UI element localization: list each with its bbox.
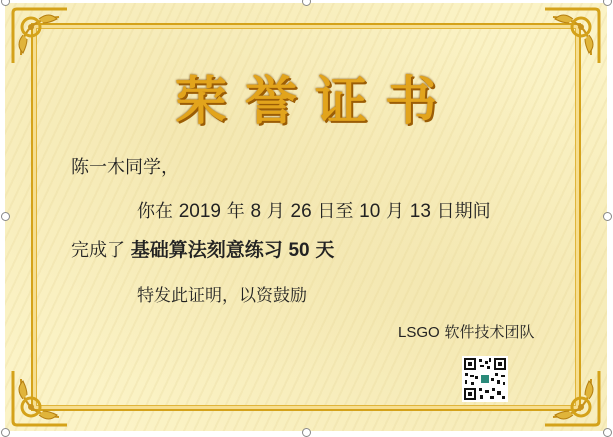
day-unit: 日至 — [317, 201, 354, 222]
certificate — [5, 3, 607, 431]
resize-handle-bottom-center[interactable] — [302, 428, 311, 437]
days-unit: 天 — [315, 239, 335, 261]
end-day: 13 — [409, 201, 431, 222]
team-latin: LSGO — [398, 324, 440, 341]
certificate-title: 荣誉证书 — [174, 71, 455, 132]
corner-ornament-top-left — [9, 5, 71, 67]
resize-handle-middle-left[interactable] — [1, 212, 10, 221]
achievement-line — [71, 235, 334, 262]
resize-handle-top-right[interactable] — [603, 0, 612, 6]
month-unit: 月 — [266, 201, 285, 222]
qr-code — [462, 356, 508, 402]
team-signature — [398, 321, 534, 342]
recipient-line: 陈一木同学， — [71, 157, 179, 178]
start-day: 26 — [290, 201, 312, 222]
year-value: 2019 — [178, 201, 222, 222]
year-unit: 年 — [226, 201, 245, 222]
closing-line: 特发此证明，以资鼓励 — [137, 286, 307, 306]
days-count: 50 — [288, 240, 310, 261]
corner-ornament-bottom-right — [541, 367, 603, 429]
resize-handle-middle-right[interactable] — [603, 212, 612, 221]
resize-handle-bottom-left[interactable] — [1, 428, 10, 437]
month-unit-2: 月 — [386, 201, 405, 222]
course-name: 基础算法刻意练习 — [130, 239, 283, 261]
day-suffix: 日期间 — [436, 201, 491, 222]
corner-ornament-bottom-left — [9, 367, 71, 429]
resize-handle-bottom-right[interactable] — [603, 428, 612, 437]
end-month: 10 — [359, 201, 381, 222]
start-month: 8 — [250, 201, 262, 222]
complete-prefix: 完成了 — [71, 240, 125, 261]
date-line — [137, 197, 491, 223]
date-prefix: 你在 — [137, 201, 173, 222]
corner-ornament-top-right — [541, 5, 603, 67]
team-chinese: 软件技术团队 — [444, 323, 535, 341]
